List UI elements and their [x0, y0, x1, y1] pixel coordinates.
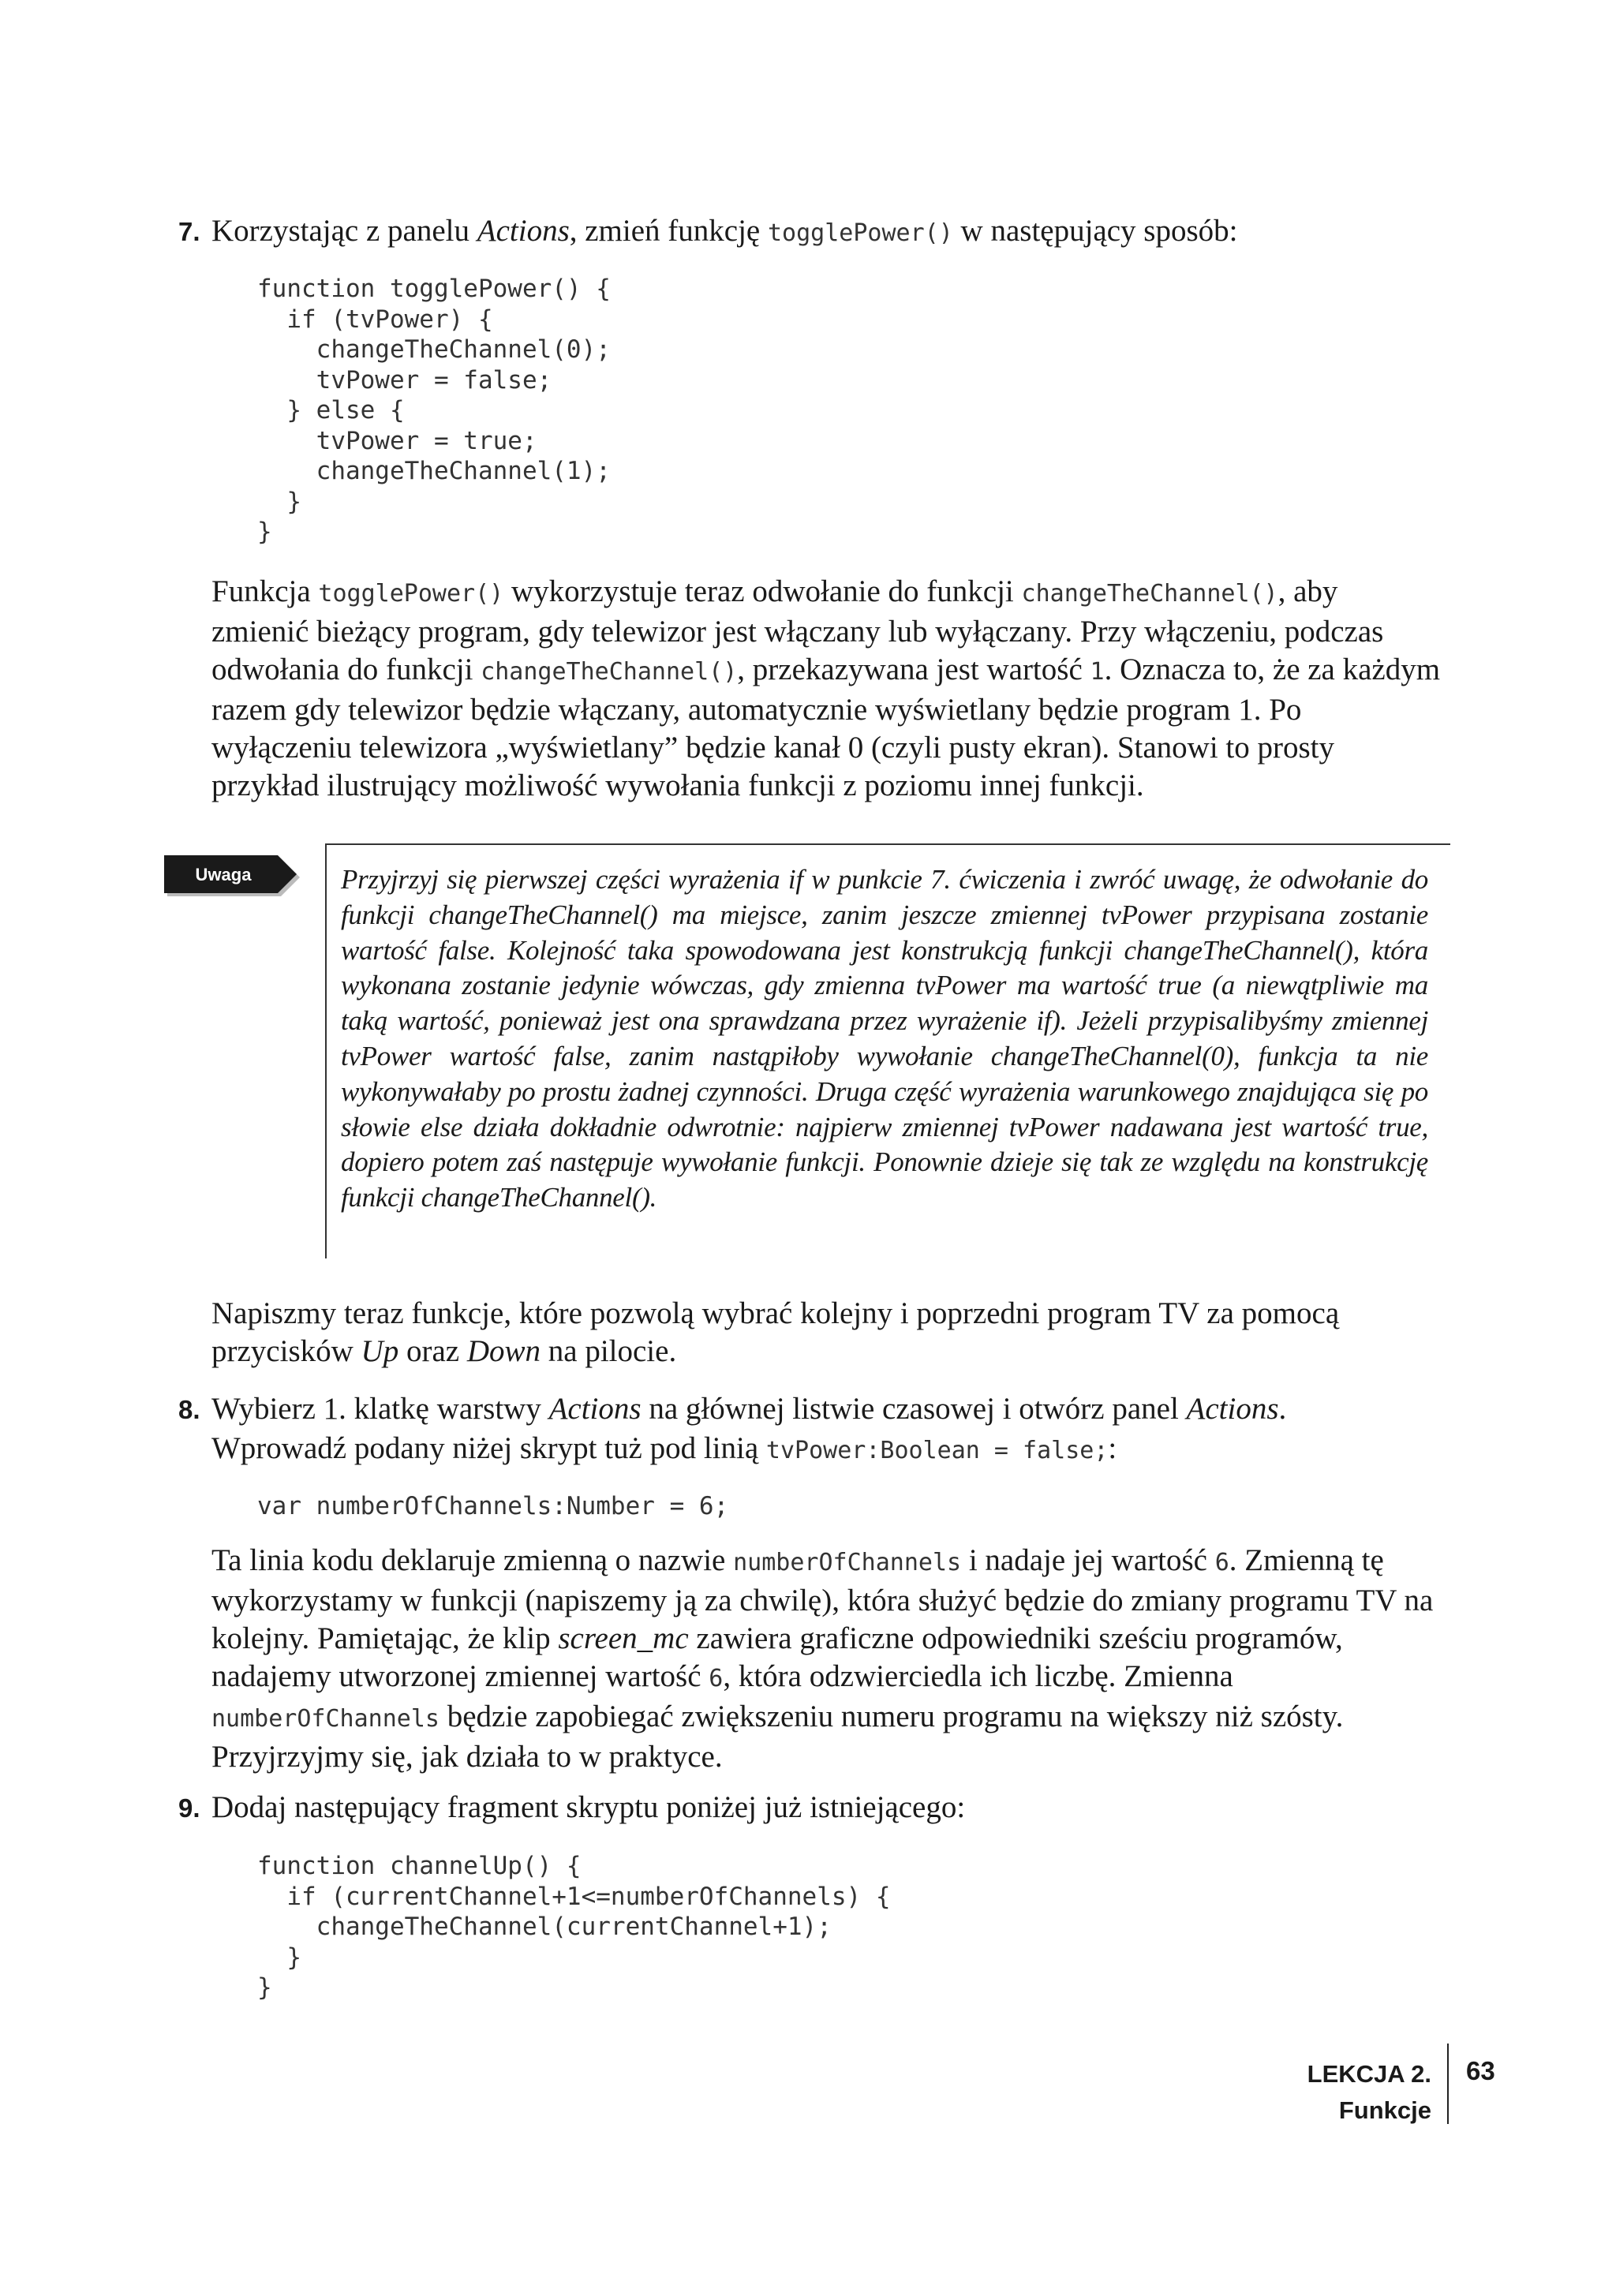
button-name-up: Up: [361, 1334, 399, 1368]
footer-chapter: [1307, 2056, 1431, 2129]
inline-code: numberOfChannels: [211, 1705, 440, 1733]
step-text: , zmień funkcję: [569, 214, 768, 248]
clip-name: screen_mc: [558, 1621, 689, 1655]
paragraph-up-down: Napiszmy teraz funkcje, które pozwolą wybrać kolejny i poprzedni program TV za pomocą przycisków Up oraz Down na pilocie.: [211, 1296, 1340, 1368]
code-block-channel-up: function channelUp() { if (currentChannel+1<=numberOfChannels) { changeTheChannel(currentChannel+1); } }: [257, 1852, 891, 2002]
step-text: Korzystając z panelu: [211, 214, 477, 248]
step-9-heading: [178, 1788, 965, 1827]
chapter-subtitle: Funkcje: [1338, 2096, 1431, 2124]
code-block-number-of-channels: var numberOfChannels:Number = 6;: [257, 1492, 729, 1520]
step-text: Dodaj następujący fragment skryptu poniżej już istniejącego:: [211, 1790, 966, 1824]
panel-name: Actions: [477, 214, 570, 248]
step-text: w następujący sposób:: [952, 214, 1238, 248]
layer-name: Actions: [548, 1392, 642, 1426]
chapter-title: LEKCJA 2.: [1307, 2060, 1431, 2088]
paragraph-number-of-channels: Ta linia kodu deklaruje zmienną o nazwie numberOfChannels i nadaje jej wartość 6. Zmienną tę wykorzystamy w funkcji (napiszemy ją za chwilę), która służyć będzie do zmiany programu TV na kolejny. Pamiętając, że klip screen_mc zawiera graficzne odpowiedniki sześciu programów, nadajemy utworzonej zmiennej wartość 6, która odzwierciedla ich liczbę. Zmienna numberOfChannels będzie zapobiegać zwiększeniu numeru programu na większy niż szósty. Przyjrzyjmy się, jak działa to w praktyce.: [211, 1543, 1434, 1774]
panel-name: Actions: [1186, 1392, 1279, 1426]
inline-code: 6: [1214, 1549, 1229, 1576]
inline-code: 1: [1090, 658, 1105, 686]
paragraph-toggle-explanation: Funkcja togglePower() wykorzystuje teraz odwołanie do funkcji changeTheChannel(), aby zmienić bieżący program, gdy telewizor jest włączany lub wyłączany. Przy włączeniu, podczas odwołania do funkcji changeTheChannel(), przekazywana jest wartość 1. Oznacza to, że za każdym razem gdy telewizor będzie włączany, automatycznie wyświetlany będzie program 1. Po wyłączeniu telewizora „wyświetlany” będzie kanał 0 (czyli pusty ekran). Stanowi to prosty przykład ilustrujący możliwość wywołania funkcji z poziomu innej funkcji.: [211, 574, 1441, 802]
inline-code: togglePower(): [767, 219, 953, 247]
note-label: Uwaga: [195, 865, 252, 884]
step-number: 8.: [178, 1395, 200, 1424]
button-name-down: Down: [466, 1334, 541, 1368]
step-8-heading: 8. Wybierz 1. klatkę warstwy Actions na głównej listwie czasowej i otwórz panel Actions. Wprowadź podany niżej skrypt tuż pod linią tvPower:Boolean = false;:: [178, 1392, 1287, 1465]
inline-code: tvPower:Boolean = false;: [765, 1437, 1109, 1464]
inline-code: 6: [709, 1665, 724, 1692]
note-text: Przyjrzyj się pierwszej części wyrażenia if w punkcie 7. ćwiczenia i zwróć uwagę, że odwołanie do funkcji changeTheChannel() ma miejsce, zanim jeszcze zmiennej tvPower przypisana zostanie wartość false. Kolejność taka spowodowana jest konstrukcją funkcji changeTheChannel(), która wykonana zostanie jedynie wówczas, gdy zmienna tvPower ma wartość true (a niewątpliwie ma taką wartość, ponieważ jest ona sprawdzana przez wyrażenie if). Jeżeli przypisalibyśmy zmiennej tvPower wartość false, zanim nastąpiłoby wywołanie changeTheChannel(0), funkcja ta nie wykonywałaby po prostu żadnej czynności. Druga część wyrażenia warunkowego znajdująca się po słowie else działa dokładnie odwrotnie: najpierw zmiennej tvPower nadawana jest wartość true, dopiero potem zaś następuje wywołanie funkcji. Ponownie dzieje się tak ze względu na konstrukcję funkcji changeTheChannel().: [341, 864, 1428, 1213]
inline-code: numberOfChannels: [733, 1549, 962, 1576]
page-number: 63: [1466, 2056, 1495, 2085]
inline-code: togglePower(): [318, 580, 504, 608]
code-block-toggle-power: function togglePower() { if (tvPower) { changeTheChannel(0); tvPower = false; } else { tvPower = true; changeTheChannel(1); } }: [257, 275, 611, 546]
footer-divider: [1447, 2044, 1449, 2124]
step-number: 7.: [178, 217, 200, 246]
step-number: 9.: [178, 1793, 200, 1823]
inline-code: changeTheChannel(): [1021, 580, 1278, 608]
step-7-heading: [178, 211, 1238, 252]
inline-code: changeTheChannel(): [481, 658, 738, 686]
